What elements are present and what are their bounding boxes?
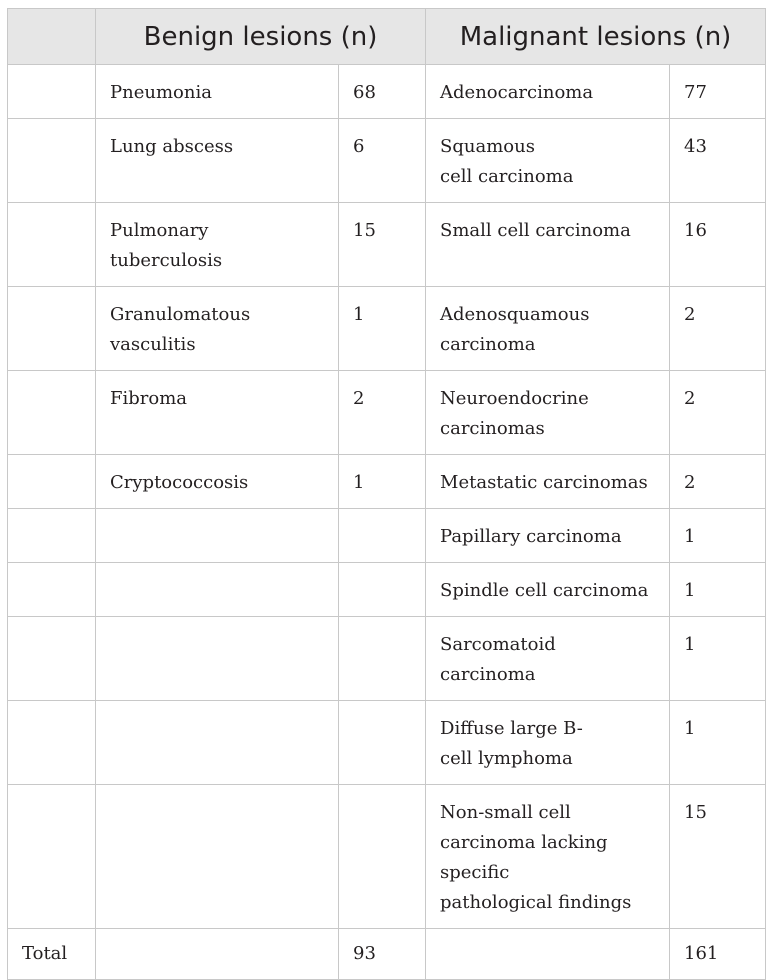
benign-lesion-cell: Pneumonia [96,65,339,119]
total-benign-count: 93 [339,929,426,980]
header-malignant: Malignant lesions (n) [426,9,766,65]
lesions-table [7,8,766,980]
row-label-cell [8,509,96,563]
malignant-lesion-cell: Spindle cell carcinoma [426,563,670,617]
row-label-cell [8,701,96,785]
malignant-lesion-cell: Diffuse large B- cell lymphoma [426,701,670,785]
benign-count-cell: 2 [339,371,426,455]
malignant-lesion-cell: Neuroendocrine carcinomas [426,371,670,455]
benign-lesion-cell: Pulmonary tuberculosis [96,203,339,287]
table-row [8,617,766,701]
total-benign-empty-cell [96,929,339,980]
total-label: Total [8,929,96,980]
malignant-count-cell: 1 [670,509,766,563]
malignant-count-cell: 2 [670,455,766,509]
table-row [8,785,766,929]
malignant-count-cell: 15 [670,785,766,929]
header-empty-cell [8,9,96,65]
table-row [8,701,766,785]
table-row [8,119,766,203]
benign-count-cell: 68 [339,65,426,119]
malignant-count-cell: 2 [670,287,766,371]
malignant-lesion-cell: Papillary carcinoma [426,509,670,563]
malignant-lesion-cell: Non-small cell carcinoma lacking specific pathological findings [426,785,670,929]
benign-count-cell [339,617,426,701]
malignant-lesion-cell: Adenosquamous carcinoma [426,287,670,371]
malignant-count-cell: 2 [670,371,766,455]
row-label-cell [8,785,96,929]
row-label-cell [8,617,96,701]
benign-lesion-cell [96,701,339,785]
table-row [8,509,766,563]
malignant-count-cell: 77 [670,65,766,119]
row-label-cell [8,119,96,203]
row-label-cell [8,287,96,371]
total-malignant-count: 161 [670,929,766,980]
malignant-count-cell: 43 [670,119,766,203]
benign-count-cell: 15 [339,203,426,287]
benign-count-cell: 1 [339,287,426,371]
table-row [8,287,766,371]
row-label-cell [8,371,96,455]
row-label-cell [8,455,96,509]
malignant-lesion-cell: Metastatic carcinomas [426,455,670,509]
table-row [8,65,766,119]
malignant-count-cell: 1 [670,701,766,785]
malignant-lesion-cell: Squamous cell carcinoma [426,119,670,203]
table-row [8,371,766,455]
benign-count-cell: 1 [339,455,426,509]
malignant-count-cell: 1 [670,563,766,617]
row-label-cell [8,203,96,287]
benign-count-cell: 6 [339,119,426,203]
header-benign: Benign lesions (n) [96,9,426,65]
benign-lesion-cell [96,617,339,701]
benign-lesion-cell [96,785,339,929]
row-label-cell [8,65,96,119]
header-row [8,9,766,65]
benign-count-cell [339,785,426,929]
benign-lesion-cell: Fibroma [96,371,339,455]
total-row [8,929,766,980]
table-row [8,563,766,617]
malignant-lesion-cell: Small cell carcinoma [426,203,670,287]
benign-count-cell [339,509,426,563]
row-label-cell [8,563,96,617]
malignant-count-cell: 1 [670,617,766,701]
benign-lesion-cell: Granulomatous vasculitis [96,287,339,371]
benign-count-cell [339,563,426,617]
malignant-count-cell: 16 [670,203,766,287]
benign-count-cell [339,701,426,785]
table-row [8,455,766,509]
benign-lesion-cell [96,509,339,563]
table-row [8,203,766,287]
benign-lesion-cell [96,563,339,617]
total-malignant-empty-cell [426,929,670,980]
malignant-lesion-cell: Adenocarcinoma [426,65,670,119]
malignant-lesion-cell: Sarcomatoid carcinoma [426,617,670,701]
benign-lesion-cell: Lung abscess [96,119,339,203]
benign-lesion-cell: Cryptococcosis [96,455,339,509]
